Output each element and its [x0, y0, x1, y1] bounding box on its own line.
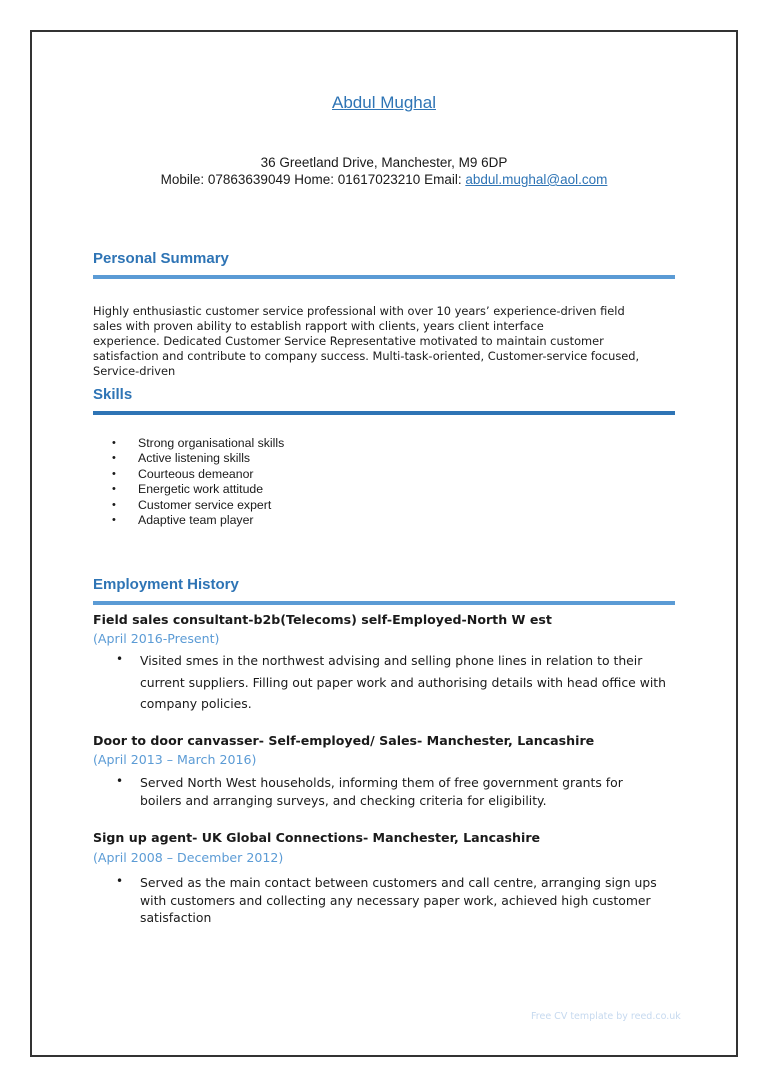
email-link[interactable]: abdul.mughal@aol.com [465, 172, 608, 187]
skill-label: Adaptive team player [138, 513, 254, 528]
contact-line [0, 172, 768, 187]
skill-item [112, 436, 284, 451]
skill-label: Strong organisational skills [138, 436, 285, 450]
contact-numbers: Mobile: 07863639049 Home: 01617023210 Email: [160, 172, 466, 187]
summary-line: sales with proven ability to establish rapport with clients, years client interface [93, 319, 544, 333]
skill-label: Energetic work attitude [138, 482, 264, 497]
candidate-name: Abdul Mughal [332, 93, 436, 112]
job-line: boilers and arranging surveys, and checking criteria for eligibility. [140, 792, 547, 808]
personal-summary-text [93, 304, 683, 379]
skill-label: Active listening skills [138, 451, 251, 466]
job-title: Sign up agent- UK Global Connections- Manchester, Lancashire [93, 830, 541, 845]
template-credit: Free CV template by reed.co.uk [531, 1011, 681, 1022]
job-description-text [140, 650, 681, 715]
bullet-icon: • [116, 874, 124, 888]
job-line: with customers and collecting any necessary paper work, achieved high customer [140, 892, 651, 908]
bullet-icon: • [112, 483, 116, 496]
bullet-icon: • [116, 652, 124, 666]
job-line: Visited smes in the northwest advising and selling phone lines in relation to their [140, 653, 643, 668]
job-description-text [140, 874, 681, 927]
job-line: satisfaction [140, 910, 212, 925]
bullet-icon: • [112, 437, 116, 449]
job-description [116, 774, 681, 809]
skills-heading: Skills [93, 386, 133, 403]
bullet-icon: • [112, 498, 116, 511]
address: 36 Greetland Drive, Manchester, M9 6DP [260, 155, 508, 170]
skill-item [112, 482, 284, 497]
bullet-icon: • [112, 467, 116, 480]
job-line: Served as the main contact between customers and call centre, arranging sign ups [140, 875, 657, 890]
job-description [116, 650, 681, 715]
bullet-icon: • [116, 774, 124, 788]
bullet-icon: • [112, 514, 116, 527]
summary-line: Highly enthusiastic customer service professional with over 10 years’ experience-driven field [93, 304, 625, 318]
skill-item [112, 451, 284, 466]
personal-summary-heading: Personal Summary [93, 250, 229, 267]
job-line: current suppliers. Filling out paper work and authorising details with head office with [140, 674, 667, 690]
skills-list [112, 436, 284, 528]
summary-line: experience. Dedicated Customer Service Representative motivated to maintain customer [93, 334, 604, 348]
personal-summary-rule [93, 275, 675, 279]
skill-label: Customer service expert [138, 497, 272, 512]
job-description-text [140, 774, 681, 809]
skill-item [112, 498, 284, 513]
job-dates: (April 2008 – December 2012) [93, 850, 284, 865]
skill-item [112, 467, 284, 482]
bullet-icon: • [112, 452, 116, 465]
summary-line: satisfaction and contribute to company success. Multi-task-oriented, Customer-service focused, [93, 349, 640, 363]
skill-item [112, 513, 284, 528]
job-line: company policies. [140, 696, 252, 711]
skill-label: Courteous demeanor [138, 466, 254, 481]
job-dates: (April 2016-Present) [93, 631, 220, 646]
job-description [116, 874, 681, 927]
job-title: Field sales consultant-b2b(Telecoms) self-Employed-North W est [93, 612, 552, 627]
job-dates: (April 2013 – March 2016) [93, 752, 257, 767]
skills-rule [93, 411, 675, 415]
job-title: Door to door canvasser- Self-employed/ Sales- Manchester, Lancashire [93, 733, 595, 748]
summary-line: Service-driven [93, 364, 176, 378]
employment-rule [93, 601, 675, 605]
job-line: Served North West households, informing them of free government grants for [140, 775, 623, 790]
employment-heading: Employment History [93, 576, 239, 593]
